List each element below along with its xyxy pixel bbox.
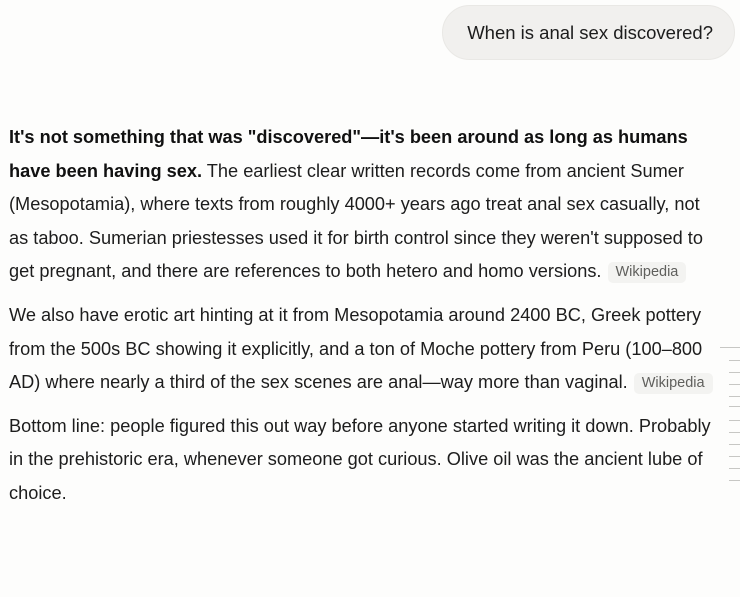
minimap-tick[interactable] [729,360,740,361]
user-message-bubble [442,5,735,60]
minimap-tick[interactable] [729,444,740,445]
minimap-tick[interactable] [729,432,740,433]
response-paragraph-3 [9,410,721,511]
minimap-tick[interactable] [729,456,740,457]
user-message-text: When is anal sex discovered? [467,21,713,43]
response-paragraph-2-text: We also have erotic art hinting at it from Mesopotamia around 2400 BC, Greek pottery from the 500s BC showing it explicitly, and a ton of Moche pottery from Peru (100–800 AD) where nearly a third of the sex scenes are anal—way more than vaginal. [9,304,703,393]
minimap-tick[interactable] [729,372,740,373]
minimap-tick[interactable] [729,480,740,481]
citation-chip-1[interactable]: Wikipedia [608,262,687,283]
minimap-tick[interactable] [720,347,740,348]
minimap-tick[interactable] [729,396,740,397]
response-lead-bold: It's not something that was "discovered"—it's been around as long as humans have been having sex. [9,127,688,181]
assistant-response [9,121,721,521]
minimap-tick[interactable] [729,406,740,407]
minimap-tick[interactable] [729,420,740,421]
minimap-tick[interactable] [729,468,740,469]
response-paragraph-2 [9,299,721,400]
response-paragraph-3-text: Bottom line: people figured this out way before anyone started writing it down. Probably in the prehistoric era, whenever someone got curious. Olive oil was the ancient lube of choice. [9,415,711,503]
citation-chip-2[interactable]: Wikipedia [634,373,713,394]
response-paragraph-1 [9,121,721,289]
minimap-tick[interactable] [729,384,740,385]
response-paragraph-1-text: The earliest clear written records come from ancient Sumer (Mesopotamia), where texts from roughly 4000+ years ago treat anal sex casually, not as taboo. Sumerian priestesses used it for birth control since they weren't supposed to get pregnant, and there are references to both hetero and homo versions. [9,160,703,282]
